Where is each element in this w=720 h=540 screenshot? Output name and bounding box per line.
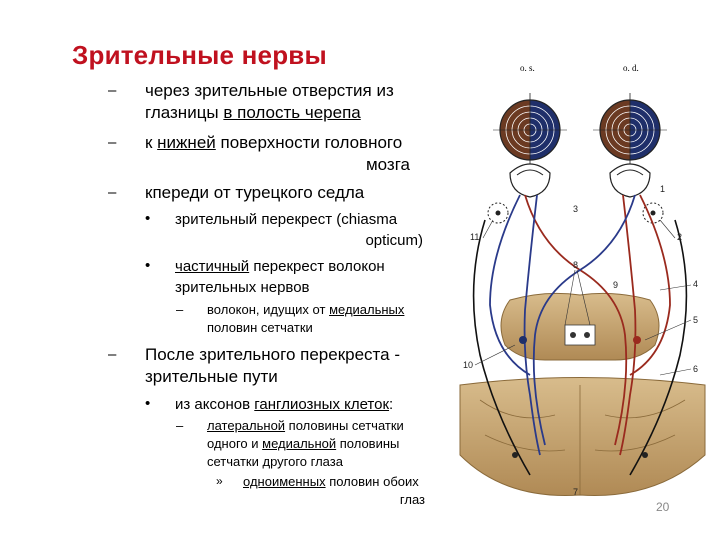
right-eyeball	[610, 164, 650, 197]
dash-bullet: –	[176, 302, 184, 317]
item-text: opticum)	[365, 232, 423, 249]
underlined-text: одноименных	[243, 474, 326, 489]
item-text: половин сетчатки	[207, 320, 313, 335]
chevron-bullet: »	[216, 474, 223, 488]
item-text: После зрительного перекреста -	[145, 345, 400, 364]
item-text: половины сетчатки	[285, 418, 404, 433]
item-text: кпереди от турецкого седла	[145, 183, 365, 202]
number-label: 10	[463, 360, 474, 370]
left-cortex-terminal	[512, 452, 518, 458]
item-text: половин обоих	[325, 474, 419, 489]
tertiary-item-medial	[207, 301, 427, 337]
item-text: половины	[336, 436, 400, 451]
chiasm-dot-right	[584, 332, 590, 338]
underlined-text: частичный	[175, 258, 250, 275]
slide-title: Зрительные нервы	[72, 40, 327, 70]
item-text: зрительные пути	[145, 367, 278, 386]
number-label: 6	[693, 364, 699, 374]
underlined-text: в полость черепа	[223, 103, 361, 122]
number-label: 8	[573, 260, 579, 270]
item-text: сетчатки другого глаза	[207, 454, 343, 469]
item-text: мозга	[365, 155, 410, 174]
item-text: волокон, идущих от	[207, 302, 330, 317]
dot-bullet: •	[145, 395, 151, 412]
chiasm-dot-left	[570, 332, 576, 338]
item-text: через зрительные отверстия из	[145, 81, 394, 100]
bullet-item-1	[145, 80, 435, 124]
underlined-text: нижней	[157, 133, 216, 152]
sub-item-partial	[175, 256, 425, 298]
item-text: одного и	[207, 436, 263, 451]
item-text: зрительный перекрест (chiasma	[175, 211, 398, 228]
left-eye-field	[493, 93, 567, 167]
item-text: зрительных нервов	[175, 279, 310, 296]
left-nucleus	[519, 336, 527, 344]
right-ciliary-dot	[651, 211, 656, 216]
number-label: 5	[693, 315, 699, 325]
item-text: глазницы	[145, 103, 224, 122]
left-ciliary-dot	[496, 211, 501, 216]
item-text: поверхности головного	[215, 133, 403, 152]
number-label: 1	[660, 184, 666, 194]
right-nucleus	[633, 336, 641, 344]
number-label: 7	[573, 487, 579, 497]
label-od: o. d.	[623, 63, 639, 73]
bullet-item-4	[145, 344, 435, 388]
bullet-item-3	[145, 182, 435, 204]
dash-bullet: –	[176, 418, 184, 433]
item-text: из аксонов	[175, 396, 255, 413]
bullet-item-2	[145, 132, 410, 176]
page-number: 20	[656, 500, 670, 514]
tertiary-item-lateral	[207, 417, 442, 471]
quaternary-item-homonymous	[243, 473, 425, 509]
sub-item-chiasma	[175, 209, 423, 251]
number-label: 9	[613, 280, 619, 290]
sub-item-axons	[175, 394, 440, 415]
number-label: 2	[677, 232, 683, 242]
item-text: :	[389, 396, 394, 413]
dot-bullet: •	[145, 257, 151, 274]
underlined-text: ганглиозных клеток	[254, 396, 390, 413]
item-text: глаз	[399, 492, 425, 507]
chiasm-region	[565, 325, 595, 345]
number-label: 4	[693, 279, 699, 289]
underlined-text: латеральной	[207, 418, 286, 433]
underlined-text: медиальных	[329, 302, 405, 317]
number-label: 3	[573, 204, 579, 214]
left-eyeball	[510, 164, 550, 197]
dash-bullet: –	[108, 184, 117, 201]
dot-bullet: •	[145, 210, 151, 227]
number-label: 11	[470, 232, 480, 242]
label-os: o. s.	[520, 63, 535, 73]
right-cortex-terminal	[642, 452, 648, 458]
item-text: к	[145, 133, 158, 152]
item-text: перекрест волокон	[249, 258, 385, 275]
dash-bullet: –	[108, 134, 117, 151]
dash-bullet: –	[108, 346, 117, 363]
dash-bullet: –	[108, 82, 117, 99]
right-eye-field	[593, 93, 667, 167]
underlined-text: медиальной	[262, 436, 337, 451]
visual-pathway-diagram	[455, 55, 710, 525]
